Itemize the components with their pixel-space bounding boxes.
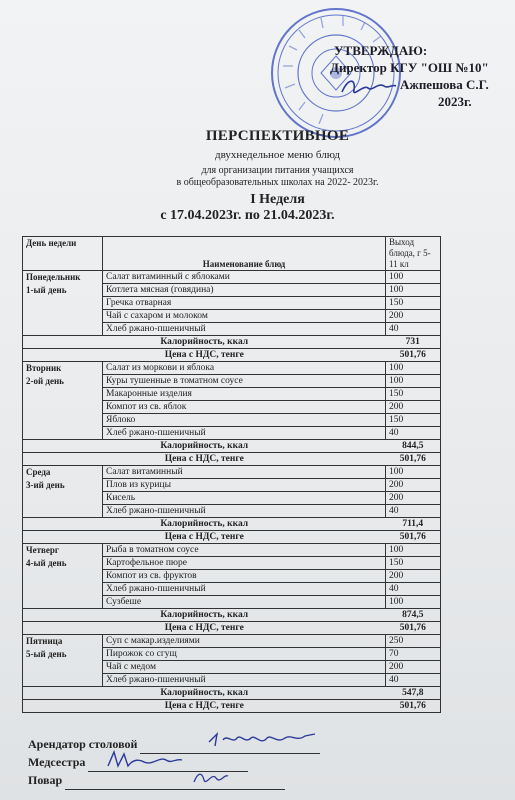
menu-row (23, 375, 441, 388)
dish-name: Яблоко (103, 414, 386, 427)
dish-name: Салат витаминный с яблоками (103, 271, 386, 284)
price-row (23, 700, 441, 713)
day-cell-empty (23, 414, 103, 427)
day-cell-empty (23, 401, 103, 414)
calorie-row (23, 440, 441, 453)
day-number: 1-ый день (23, 284, 103, 297)
director-signature (338, 74, 398, 100)
day-name: Понедельник (23, 271, 103, 284)
approval-position: Директор КГУ "ОШ №10" (330, 60, 489, 75)
dish-output: 100 (386, 544, 441, 557)
menu-row (23, 557, 441, 570)
calorie-label: Калорийность, ккал (23, 440, 386, 453)
dish-name: Чай с медом (103, 661, 386, 674)
dish-name: Салат из моркови и яблока (103, 362, 386, 375)
price-value: 501,76 (386, 531, 441, 544)
dish-output: 150 (386, 388, 441, 401)
dish-name: Кисель (103, 492, 386, 505)
day-cell-empty (23, 323, 103, 336)
approval-name: Ажпешова С.Г. (400, 77, 489, 92)
price-row (23, 453, 441, 466)
dish-output: 40 (386, 583, 441, 596)
dish-output: 100 (386, 375, 441, 388)
menu-row (23, 674, 441, 687)
dish-name: Чай с сахаром и молоком (103, 310, 386, 323)
doc-subtitle: двухнедельное меню блюд (215, 149, 340, 161)
day-number: 5-ый день (23, 648, 103, 661)
day-number: 3-ий день (23, 479, 103, 492)
dish-output: 70 (386, 648, 441, 661)
dish-name: Компот из св. фруктов (103, 570, 386, 583)
price-value: 501,76 (386, 349, 441, 362)
day-name: Вторник (23, 362, 103, 375)
dish-output: 40 (386, 427, 441, 440)
dish-output: 150 (386, 297, 441, 310)
dish-output: 100 (386, 466, 441, 479)
day-cell-empty (23, 388, 103, 401)
doc-purpose: для организации питания учащихся (201, 165, 354, 176)
dish-name: Сузбеше (103, 596, 386, 609)
dish-output: 100 (386, 362, 441, 375)
dish-name: Компот из св. яблок (103, 401, 386, 414)
doc-scope: в общеобразовательных школах на 2022- 2023г. (176, 177, 379, 188)
dish-name: Картофельное пюре (103, 557, 386, 570)
menu-row (23, 570, 441, 583)
dish-output: 100 (386, 284, 441, 297)
calorie-row (23, 609, 441, 622)
price-label: Цена с НДС, тенге (23, 622, 386, 635)
calorie-row (23, 518, 441, 531)
table-header-row (23, 237, 441, 271)
price-value: 501,76 (386, 700, 441, 713)
day-cell-empty (23, 310, 103, 323)
menu-row (23, 492, 441, 505)
nurse-signature (104, 748, 184, 770)
week-dates: с 17.04.2023г. по 21.04.2023г. (160, 208, 335, 223)
menu-row (23, 635, 441, 648)
dish-output: 100 (386, 271, 441, 284)
menu-row (23, 544, 441, 557)
dish-name: Куры тушенные в томатном соусе (103, 375, 386, 388)
day-name: Среда (23, 466, 103, 479)
menu-table (22, 236, 441, 713)
calorie-label: Калорийность, ккал (23, 687, 386, 700)
menu-row (23, 310, 441, 323)
menu-row (23, 362, 441, 375)
price-label: Цена с НДС, тенге (23, 349, 386, 362)
dish-output: 200 (386, 570, 441, 583)
calorie-value: 874,5 (386, 609, 441, 622)
dish-name: Рыба в томатном соусе (103, 544, 386, 557)
menu-row (23, 271, 441, 284)
menu-row (23, 388, 441, 401)
calorie-value: 547,8 (386, 687, 441, 700)
dish-name: Макаронные изделия (103, 388, 386, 401)
dish-output: 40 (386, 505, 441, 518)
week-title: I Неделя (250, 192, 305, 207)
menu-row (23, 284, 441, 297)
dish-name: Хлеб ржано-пшеничный (103, 427, 386, 440)
dish-output: 200 (386, 401, 441, 414)
menu-row (23, 427, 441, 440)
col-day-header: День недели (23, 237, 103, 271)
dish-name: Хлеб ржано-пшеничный (103, 323, 386, 336)
menu-row (23, 297, 441, 310)
dish-name: Котлета мясная (говядина) (103, 284, 386, 297)
day-cell-empty (23, 674, 103, 687)
doc-title: ПЕРСПЕКТИВНОЕ (205, 128, 350, 144)
menu-row (23, 466, 441, 479)
price-label: Цена с НДС, тенге (23, 700, 386, 713)
dish-name: Салат витаминный (103, 466, 386, 479)
dish-output: 200 (386, 661, 441, 674)
price-label: Цена с НДС, тенге (23, 531, 386, 544)
day-cell-empty (23, 570, 103, 583)
dish-name: Хлеб ржано-пшеничный (103, 505, 386, 518)
menu-row (23, 661, 441, 674)
cook-label: Повар (28, 773, 63, 787)
day-number: 2-ой день (23, 375, 103, 388)
dish-output: 150 (386, 414, 441, 427)
dish-name: Хлеб ржано-пшеничный (103, 674, 386, 687)
menu-row (23, 401, 441, 414)
price-value: 501,76 (386, 622, 441, 635)
menu-row (23, 596, 441, 609)
approval-year: 2023г. (438, 94, 472, 109)
menu-row (23, 648, 441, 661)
calorie-row (23, 336, 441, 349)
dish-output: 150 (386, 557, 441, 570)
dish-name: Плов из курицы (103, 479, 386, 492)
menu-row (23, 323, 441, 336)
price-row (23, 531, 441, 544)
day-cell-empty (23, 297, 103, 310)
calorie-row (23, 687, 441, 700)
dish-output: 250 (386, 635, 441, 648)
day-cell-empty (23, 596, 103, 609)
menu-row (23, 414, 441, 427)
dish-output: 40 (386, 323, 441, 336)
calorie-value: 731 (386, 336, 441, 349)
dish-name: Суп с макар.изделиями (103, 635, 386, 648)
calorie-label: Калорийность, ккал (23, 336, 386, 349)
renter-label: Арендатор столовой (28, 737, 138, 751)
dish-name: Гречка отварная (103, 297, 386, 310)
day-number: 4-ый день (23, 557, 103, 570)
dish-output: 40 (386, 674, 441, 687)
calorie-value: 844,5 (386, 440, 441, 453)
price-row (23, 349, 441, 362)
calorie-label: Калорийность, ккал (23, 609, 386, 622)
day-cell-empty (23, 427, 103, 440)
day-cell-empty (23, 492, 103, 505)
cook-signature (190, 766, 230, 786)
day-cell-empty (23, 583, 103, 596)
menu-row (23, 505, 441, 518)
price-value: 501,76 (386, 453, 441, 466)
approval-title: УТВЕРЖДАЮ: (334, 43, 428, 58)
calorie-value: 711,4 (386, 518, 441, 531)
col-name-header: Наименование блюд (103, 237, 386, 271)
day-cell-empty (23, 661, 103, 674)
dish-output: 200 (386, 310, 441, 323)
day-name: Пятница (23, 635, 103, 648)
dish-name: Хлеб ржано-пшеничный (103, 583, 386, 596)
price-row (23, 622, 441, 635)
price-label: Цена с НДС, тенге (23, 453, 386, 466)
menu-row (23, 479, 441, 492)
day-cell-empty (23, 505, 103, 518)
day-name: Четверг (23, 544, 103, 557)
cook-line (28, 772, 320, 790)
dish-output: 100 (386, 596, 441, 609)
renter-signature (205, 728, 320, 750)
col-output-header: Выход блюда, г 5-11 кл (386, 237, 441, 271)
dish-name: Пирожок со сгущ (103, 648, 386, 661)
document-header (0, 128, 515, 224)
menu-row (23, 583, 441, 596)
nurse-label: Медсестра (28, 755, 86, 769)
calorie-label: Калорийность, ккал (23, 518, 386, 531)
dish-output: 200 (386, 492, 441, 505)
dish-output: 200 (386, 479, 441, 492)
